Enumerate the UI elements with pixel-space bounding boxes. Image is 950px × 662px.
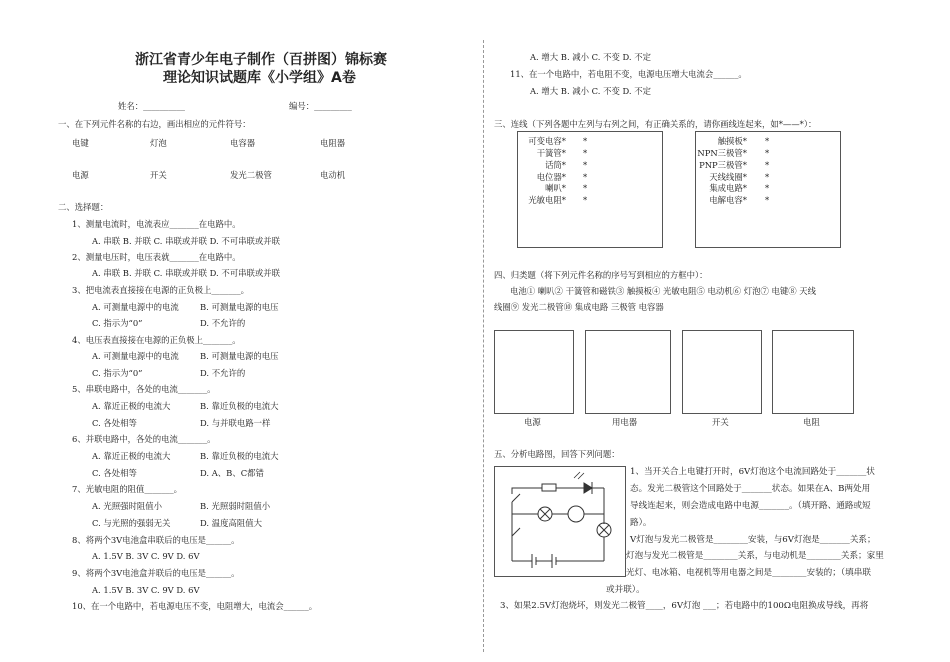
circuit-question-text: 3、如果2.5V灯泡烧坏，则发光二极管____，6V灯泡 ___；若电路中的100Ω电阻换成导线，再将 [500, 601, 869, 611]
question: 4、电压表直接接在电源的正负极上_______。 [72, 335, 241, 345]
circuit-question-text: 态。发光二极管这个回路处于_______状态。如果在A、B两处用 [630, 484, 871, 494]
match-point[interactable]: * [765, 195, 770, 205]
question: 5、串联电路中，各处的电流_______。 [72, 384, 216, 394]
classify-box-appliance[interactable] [585, 330, 671, 414]
option: B. 可测量电源的电压 [200, 351, 279, 361]
match-point[interactable]: * [583, 183, 588, 193]
match-point[interactable]: * [583, 148, 588, 158]
question: 6、并联电路中，各处的电流_______。 [72, 434, 216, 444]
option: C. 指示为“0” [92, 368, 143, 378]
question: 7、光敏电阻的阻值_______。 [72, 484, 183, 494]
question: 3、把电流表直接接在电源的正负极上_______。 [72, 285, 250, 295]
option: D. 与并联电路一样 [200, 418, 271, 428]
classify-box-label: 用电器 [612, 417, 638, 427]
circuit-diagram [494, 466, 626, 577]
matching-left-item: 干簧管* [536, 148, 566, 158]
option: B. 光照弱时阻值小 [200, 501, 271, 511]
question: 10、在一个电路中，若电源电压不变，电阻增大，电流会______。 [72, 601, 318, 611]
circuit-question-text: 灯泡与发光二极管是________关系，与电动机是________关系；家里 [626, 551, 884, 561]
circuit-question-text: 路）。 [630, 518, 652, 528]
match-point[interactable]: * [765, 136, 770, 146]
option: A. 可测量电源中的电流 [92, 351, 179, 361]
question: 8、将两个3V电池盒串联后的电压是______。 [72, 535, 240, 545]
option: D. A、B、C都错 [200, 468, 264, 478]
option: C. 指示为“0” [92, 318, 143, 328]
matching-right-item: 集成电路* [709, 183, 747, 193]
name-field[interactable]: 姓名：__________ [118, 101, 185, 111]
component-label: 电源 [72, 170, 89, 180]
circuit-question-text: 导线连起来，则会造成电路中电源_______。（填开路、通路或短 [630, 501, 871, 511]
option: C. 各处相等 [92, 468, 137, 478]
question-options: A. 增大 B. 减小 C. 不变 D. 不定 [530, 52, 652, 62]
option: A. 可测量电源中的电流 [92, 302, 179, 312]
option: B. 可测量电源的电压 [200, 302, 279, 312]
question-options: A. 1.5V B. 3V C. 9V D. 6V [92, 585, 200, 595]
match-point[interactable]: * [583, 136, 588, 146]
match-point[interactable]: * [583, 160, 588, 170]
question: 2、测量电压时，电压表就_______在电路中。 [72, 252, 241, 262]
matching-right-item: PNP三极管* [699, 160, 747, 170]
section-3-heading: 三、连线（下列各题中左列与右列之间，有正确关系的，请你画线连起来，如*——*）： [494, 119, 817, 129]
circuit-question-text: 1、当开关合上电键打开时，6V灯泡这个电流回路处于_______状 [630, 467, 875, 477]
matching-right-item: 触摸板* [717, 136, 747, 146]
section-2-heading: 二、选择题： [58, 202, 109, 212]
section-5-heading: 五、分析电路图，回答下列问题： [494, 449, 620, 459]
page-title: 浙江省青少年电子制作（百拼图）锦标赛 [135, 52, 387, 68]
match-point[interactable]: * [765, 172, 770, 182]
option: A. 靠近正极的电流大 [92, 451, 171, 461]
component-label: 电容器 [230, 138, 256, 148]
circuit-question-text: V灯泡与发光二极管是________安装，与6V灯泡是_______关系； [630, 535, 876, 545]
classify-items: 线圈⑨ 发光二极管⑩ 集成电路 三极管 电容器 [494, 302, 664, 312]
matching-right-item: 天线线圈* [709, 172, 747, 182]
circuit-question-text: 或并联）。 [606, 585, 645, 595]
question: 11、在一个电路中，若电阻不变，电源电压增大电流会______。 [510, 69, 747, 79]
column-divider [483, 40, 484, 652]
number-field[interactable]: 编号：_________ [289, 101, 352, 111]
matching-left-item: 电位器* [536, 172, 566, 182]
section-1-heading: 一、在下列元件名称的右边，画出相应的元件符号： [58, 119, 251, 129]
option: B. 靠近负极的电流大 [200, 451, 279, 461]
question: 9、将两个3V电池盒并联后的电压是______。 [72, 568, 240, 578]
match-point[interactable]: * [583, 172, 588, 182]
option: D. 温度高阻值大 [200, 518, 262, 528]
matching-left-item: 喇叭* [545, 183, 566, 193]
match-point[interactable]: * [583, 195, 588, 205]
question-options: A. 增大 B. 减小 C. 不变 D. 不定 [530, 86, 652, 96]
component-label: 灯泡 [150, 138, 167, 148]
component-label: 电阻器 [320, 138, 346, 148]
component-label: 发光二极管 [230, 170, 272, 180]
question: 1、测量电流时，电流表应_______在电路中。 [72, 219, 241, 229]
classify-items: 电池① 喇叭② 干簧管和磁铁③ 触摸板④ 光敏电阻⑤ 电动机⑥ 灯泡⑦ 电键⑧ 天线 [510, 286, 817, 296]
matching-right-item: NPN三极管* [697, 148, 747, 158]
option: B. 靠近负极的电流大 [200, 401, 279, 411]
matching-left-item: 可变电容* [528, 136, 566, 146]
option: D. 不允许的 [200, 368, 246, 378]
classify-box-label: 电源 [524, 417, 541, 427]
classify-box-label: 电阻 [803, 417, 820, 427]
component-label: 开关 [150, 170, 167, 180]
match-point[interactable]: * [765, 148, 770, 158]
matching-left-item: 话筒* [545, 160, 566, 170]
matching-left-item: 光敏电阻* [528, 195, 566, 205]
question-options: A. 1.5V B. 3V C. 9V D. 6V [92, 551, 200, 561]
match-point[interactable]: * [765, 183, 770, 193]
question-options: A. 串联 B. 并联 C. 串联或并联 D. 不可串联或并联 [92, 236, 281, 246]
option: A. 光照强时阻值小 [92, 501, 162, 511]
option: C. 与光照的强弱无关 [92, 518, 171, 528]
classify-box-label: 开关 [712, 417, 729, 427]
option: A. 靠近正极的电流大 [92, 401, 171, 411]
classify-box-switch[interactable] [682, 330, 762, 414]
component-label: 电键 [72, 138, 89, 148]
circuit-question-text: 光灯、电冰箱、电视机等用电器之间是________安装的；（填串联 [626, 568, 871, 578]
option: C. 各处相等 [92, 418, 137, 428]
matching-right-item: 电解电容* [709, 195, 747, 205]
component-label: 电动机 [320, 170, 346, 180]
question-options: A. 串联 B. 并联 C. 串联或并联 D. 不可串联或并联 [92, 268, 281, 278]
section-4-heading: 四、归类题（将下列元件名称的序号写到相应的方框中）： [494, 270, 708, 280]
page-subtitle: 理论知识试题库《小学组》A卷 [163, 70, 356, 86]
classify-box-resistor[interactable] [772, 330, 854, 414]
classify-box-power[interactable] [494, 330, 574, 414]
match-point[interactable]: * [765, 160, 770, 170]
option: D. 不允许的 [200, 318, 246, 328]
